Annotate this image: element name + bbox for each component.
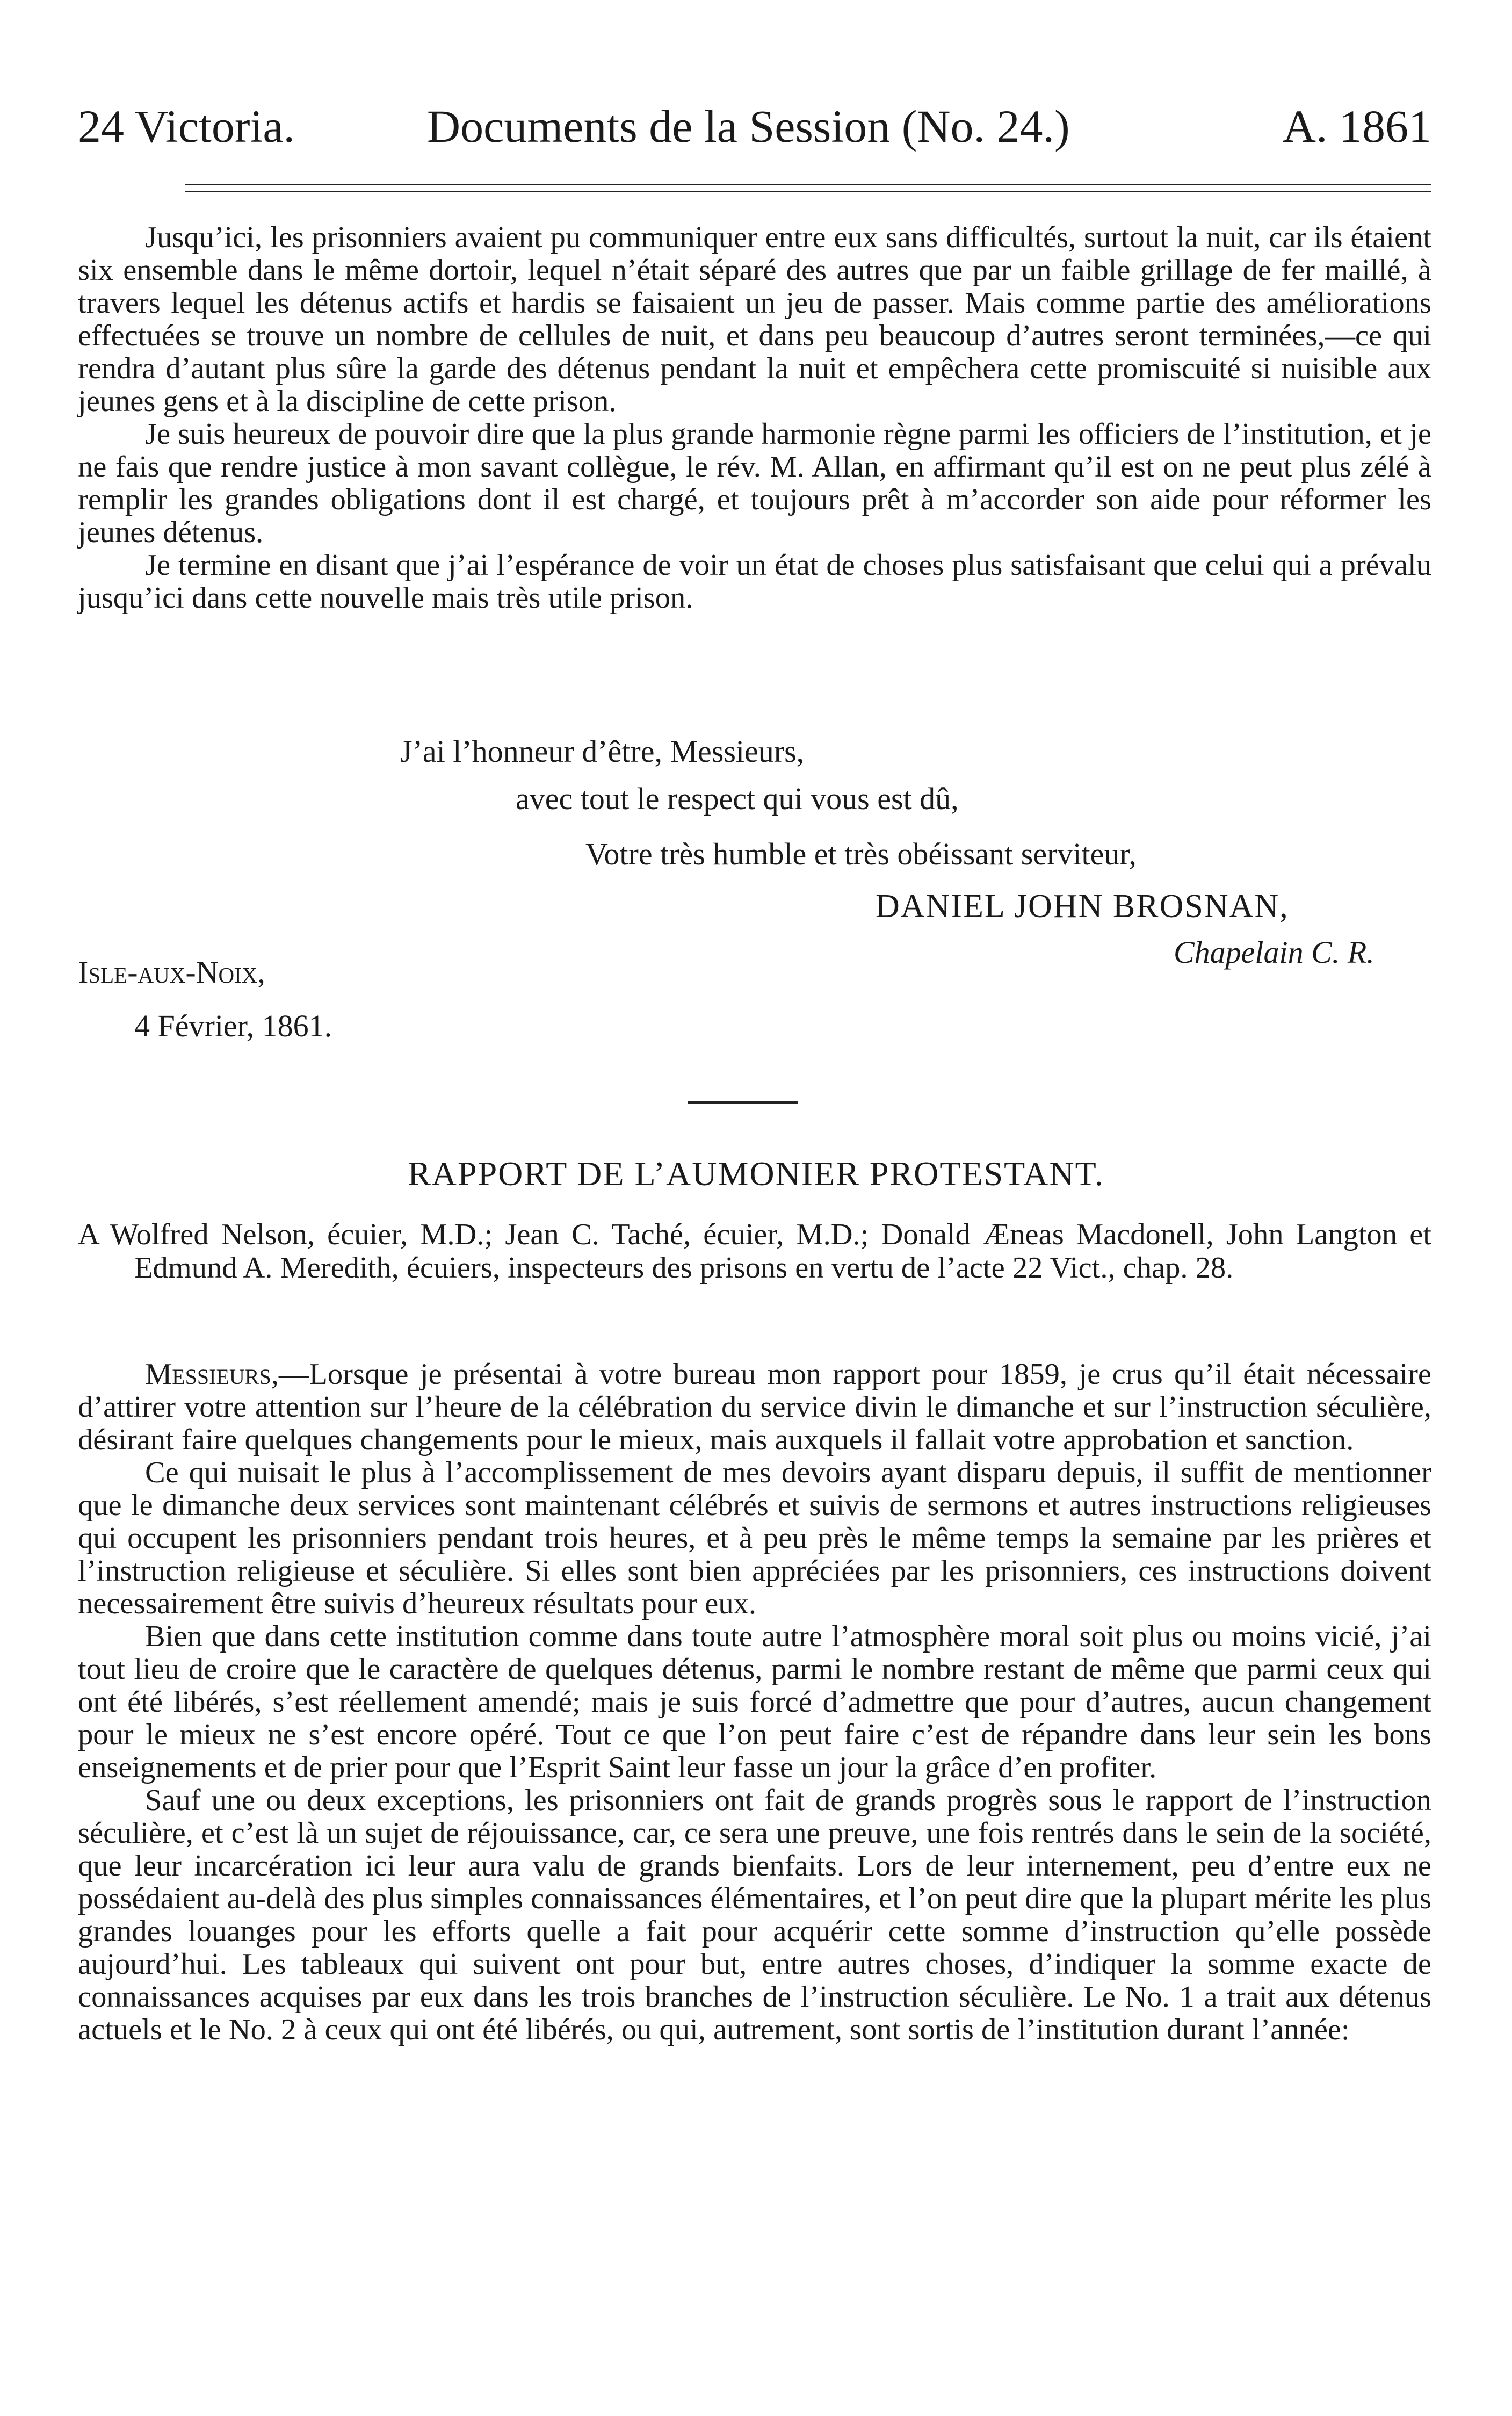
header-volume: 24 Victoria.: [78, 100, 295, 152]
closing-line-2: avec tout le respect qui vous est dû,: [516, 781, 959, 816]
section-divider: [688, 1101, 798, 1104]
paragraph: Ce qui nuisait le plus à l’accomplissement de mes devoirs ayant disparu depuis, il suffit de mentionner que le dimanche deux services sont maintenant célébrés et suivis de sermons et autres instructions religieuses qui occupent les prisonniers pendant trois heures, et à peu près le même temps la semaine par les prières et l’instruction religieuse et séculière. Si elles sont bien appréciées par les prisonniers, ces instructions doivent necessairement être suivis d’heureux résultats pour eux.: [78, 1456, 1431, 1620]
signature-title: Chapelain C. R.: [1174, 935, 1374, 970]
running-header: [78, 94, 1431, 158]
paragraph: Je termine en disant que j’ai l’espérance de voir un état de choses plus satisfaisant que celui qui a prévalu jusqu’ici dans cette nouvelle mais très utile prison.: [78, 549, 1431, 615]
closing-line-1: J’ai l’honneur d’être, Messieurs,: [400, 734, 805, 769]
signature-name: DANIEL JOHN BROSNAN,: [876, 888, 1289, 925]
header-title: Documents de la Session (No. 24.): [427, 100, 1070, 152]
closing-line-3: Votre très humble et très obéissant serviteur,: [585, 836, 1137, 871]
place-date: [78, 954, 332, 1045]
addressee-block: A Wolfred Nelson, écuier, M.D.; Jean C. Taché, écuier, M.D.; Donald Æneas Macdonell, John Langton et Edmund A. Meredith, écuiers, inspecteurs des prisons en vertu de l’acte 22 Vict., chap. 28.: [78, 1218, 1431, 1285]
letter-date: 4 Février, 1861.: [134, 1008, 332, 1043]
paragraph: Je suis heureux de pouvoir dire que la plus grande harmonie règne parmi les officiers de l’institution, et je ne fais que rendre justice à mon savant collègue, le rév. M. Allan, en affirmant qu’il est on ne peut plus zélé à remplir les grandes obligations dont il est chargé, et toujours prêt à m’accorder son aide pour réformer les jeunes détenus.: [78, 417, 1431, 549]
section-title: RAPPORT DE L’AUMONIER PROTESTANT.: [408, 1155, 1104, 1193]
paragraph: Bien que dans cette institution comme dans toute autre l’atmosphère moral soit plus ou moins vicié, j’ai tout lieu de croire que le caractère de quelques détenus, parmi le nombre restant de même que parmi ceux qui ont été libérés, s’est réellement amendé; mais je suis forcé d’admettre que pour d’autres, aucun changement pour le mieux ne s’est encore opéré. Tout ce que l’on peut faire c’est de répandre dans leur sein les bons enseignements et de prier pour que l’Esprit Saint leur fasse un jour la grâce d’en profiter.: [78, 1620, 1431, 1784]
paragraph-text: —Lorsque je présentai à votre bureau mon rapport pour 1859, je crus qu’il était nécessaire d’attirer votre attention sur l’heure de la célébration du service divin le dimanche et sur l’instruction séculière, désirant faire quelques changements pour le mieux, mais auxquels il fallait votre approbation et sanction.: [78, 1358, 1431, 1456]
header-year: A. 1861: [1282, 100, 1431, 152]
paragraph: [78, 1358, 1431, 1456]
paragraph: Sauf une ou deux exceptions, les prisonniers ont fait de grands progrès sous le rapport de l’instruction séculière, et c’est là un sujet de réjouissance, car, ce sera une preuve, une fois rentrés dans le sein de la société, que leur incarcération ici leur aura valu de grands bienfaits. Lors de leur internement, peu d’entre eux ne possédaient au-delà des plus simples connaissances élémentaires, et l’on peut dire que la plupart mérite les plus grandes louanges pour les efforts quelle a fait pour acquérir cette somme d’instruction qu’elle possède aujourd’hui. Les tableaux qui suivent ont pour but, entre autres choses, d’indiquer la somme exacte de connaissances acquises par eux dans les trois branches de l’instruction séculière. Le No. 1 a trait aux détenus actuels et le No. 2 à ceux qui ont été libérés, ou qui, autrement, sont sortis de l’institution durant l’année:: [78, 1784, 1431, 2046]
paragraph: Jusqu’ici, les prisonniers avaient pu communiquer entre eux sans difficultés, surtout la nuit, car ils étaient six ensemble dans le même dortoir, lequel n’était séparé des autres que par un faible grillage de fer maillé, à travers lequel les détenus actifs et hardis se faisaient un jeu de passer. Mais comme partie des améliorations effectuées se trouve un nombre de cellules de nuit, et dans peu beaucoup d’autres seront terminées,—ce qui rendra d’autant plus sûre la garde des détenus pendant la nuit et empêchera cette promiscuité si nuisible aux jeunes gens et à la discipline de cette prison.: [78, 221, 1431, 418]
place-name: Isle-aux-Noix,: [78, 955, 265, 990]
letter-body: [78, 221, 1431, 615]
header-double-rule: [185, 184, 1431, 192]
salutation: Messieurs,: [145, 1358, 279, 1391]
report-body: [78, 1358, 1431, 2046]
